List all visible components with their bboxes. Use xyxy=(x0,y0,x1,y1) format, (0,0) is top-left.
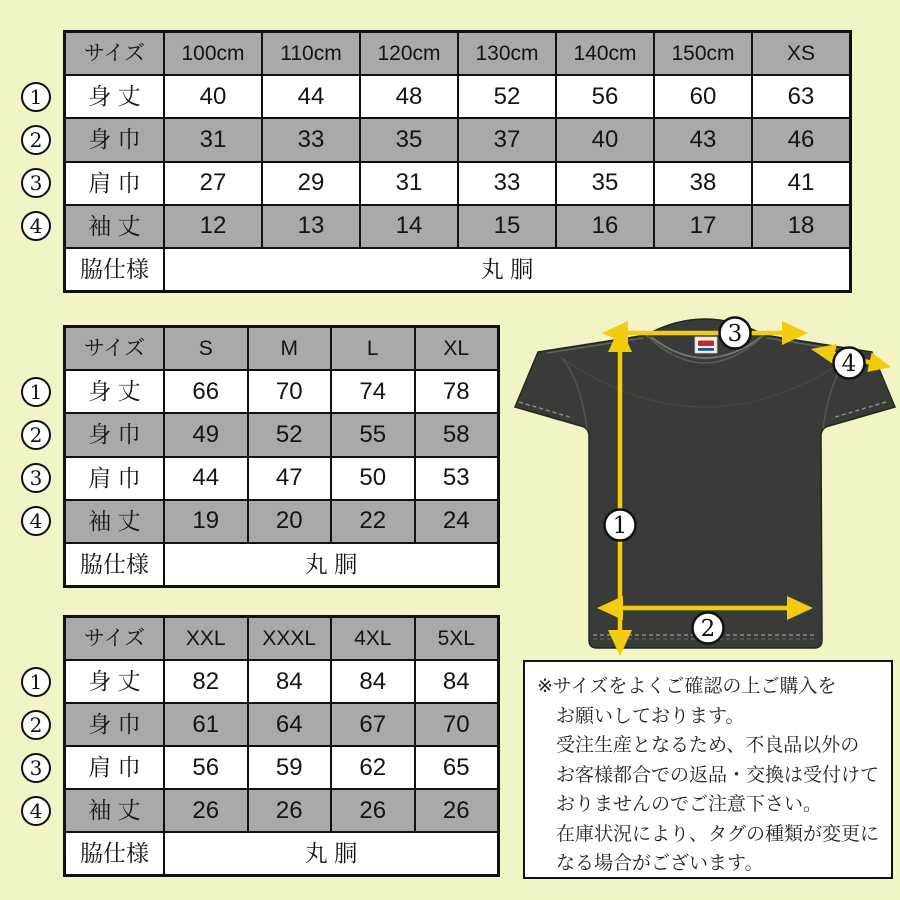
table-cell: 26 xyxy=(332,790,414,831)
svg-text:2: 2 xyxy=(700,616,716,642)
table-cell: 56 xyxy=(165,747,247,788)
table-cell: 63 xyxy=(753,76,849,117)
svg-text:4: 4 xyxy=(841,351,857,377)
table-cell: 49 xyxy=(165,414,247,455)
marker-1 xyxy=(605,510,636,541)
table-cell: サイズ xyxy=(66,328,163,369)
table-cell: 44 xyxy=(263,76,359,117)
table-cell: 84 xyxy=(416,661,498,702)
table-cell: 84 xyxy=(332,661,414,702)
table-cell: 18 xyxy=(753,206,849,247)
size-table-grid xyxy=(63,325,500,588)
circled-number: 4 xyxy=(21,506,51,536)
circled-number: 1 xyxy=(21,667,51,697)
table-cell: 29 xyxy=(263,163,359,204)
table-cell: 27 xyxy=(165,163,261,204)
table-cell: 47 xyxy=(249,458,331,499)
table-cell: 50 xyxy=(332,458,414,499)
note-line: おりませんのでご注意下さい。 xyxy=(556,794,823,815)
table-cell: 身 丈 xyxy=(66,76,163,117)
table-cell: 丸 胴 xyxy=(165,544,497,585)
circled-number: 2 xyxy=(21,125,51,155)
marker-3 xyxy=(720,318,751,349)
table-cell: 35 xyxy=(361,119,457,160)
table-cell: 65 xyxy=(416,747,498,788)
table-cell: 52 xyxy=(249,414,331,455)
table-cell: 38 xyxy=(655,163,751,204)
table-cell: 12 xyxy=(165,206,261,247)
note-line: お客様都合での返品・交換は受付けて xyxy=(556,764,880,786)
note-line: 受注生産となるため、不良品以外の xyxy=(556,735,860,756)
table-cell: 肩 巾 xyxy=(66,747,163,788)
table-cell: 120cm xyxy=(361,33,457,74)
table-cell: 61 xyxy=(165,704,247,745)
table-cell: 82 xyxy=(165,661,247,702)
table-cell: 身 巾 xyxy=(66,119,163,160)
circled-number: 4 xyxy=(21,211,51,241)
svg-text:3: 3 xyxy=(727,321,743,347)
table-cell: 身 巾 xyxy=(66,704,163,745)
size-table-plus xyxy=(29,615,500,877)
table-cell: 46 xyxy=(753,119,849,160)
table-cell: XL xyxy=(416,328,498,369)
note-line: 在庫状況により、タグの種類が変更に xyxy=(556,823,880,845)
table-cell: 41 xyxy=(753,163,849,204)
circled-number: 1 xyxy=(21,82,51,112)
circled-number: 3 xyxy=(21,168,51,198)
circled-number: 3 xyxy=(21,753,51,783)
table-cell: 62 xyxy=(332,747,414,788)
table-cell: 150cm xyxy=(655,33,751,74)
size-table-adult xyxy=(29,325,500,588)
table-cell: 140cm xyxy=(557,33,653,74)
table-cell: 78 xyxy=(416,371,498,412)
purchase-note xyxy=(523,660,893,879)
svg-text:1: 1 xyxy=(612,513,628,539)
table-cell: 60 xyxy=(655,76,751,117)
table-cell: 66 xyxy=(165,371,247,412)
table-cell: 52 xyxy=(459,76,555,117)
table-cell: 100cm xyxy=(165,33,261,74)
table-cell: 脇仕様 xyxy=(66,249,163,290)
table-cell: 24 xyxy=(416,501,498,542)
size-table-kids xyxy=(29,30,852,293)
size-table-grid xyxy=(63,615,500,877)
table-cell: 22 xyxy=(332,501,414,542)
size-table-grid xyxy=(63,30,852,293)
table-cell: 26 xyxy=(249,790,331,831)
table-cell: 37 xyxy=(459,119,555,160)
table-cell: 53 xyxy=(416,458,498,499)
table-cell: 15 xyxy=(459,206,555,247)
table-cell: 袖 丈 xyxy=(66,501,163,542)
table-cell: 67 xyxy=(332,704,414,745)
table-cell: 17 xyxy=(655,206,751,247)
table-cell: サイズ xyxy=(66,618,163,659)
table-cell: 26 xyxy=(416,790,498,831)
table-cell: 5XL xyxy=(416,618,498,659)
table-cell: 55 xyxy=(332,414,414,455)
table-cell: 84 xyxy=(249,661,331,702)
table-cell: 身 丈 xyxy=(66,371,163,412)
table-cell: 59 xyxy=(249,747,331,788)
table-cell: 脇仕様 xyxy=(66,833,163,874)
table-cell: L xyxy=(332,328,414,369)
table-cell: 13 xyxy=(263,206,359,247)
table-cell: 33 xyxy=(459,163,555,204)
marker-2 xyxy=(693,613,724,644)
table-cell: 31 xyxy=(361,163,457,204)
note-line: なる場合がございます。 xyxy=(556,853,764,874)
table-cell: 33 xyxy=(263,119,359,160)
table-cell: 身 巾 xyxy=(66,414,163,455)
table-cell: サイズ xyxy=(66,33,163,74)
table-cell: 58 xyxy=(416,414,498,455)
table-cell: 14 xyxy=(361,206,457,247)
table-cell: 56 xyxy=(557,76,653,117)
table-cell: 19 xyxy=(165,501,247,542)
circled-number: 3 xyxy=(21,463,51,493)
table-cell: 64 xyxy=(249,704,331,745)
table-cell: 74 xyxy=(332,371,414,412)
table-cell: 丸 胴 xyxy=(165,833,497,874)
table-cell: 35 xyxy=(557,163,653,204)
table-cell: 16 xyxy=(557,206,653,247)
table-cell: 袖 丈 xyxy=(66,790,163,831)
table-cell: 肩 巾 xyxy=(66,458,163,499)
table-cell: 130cm xyxy=(459,33,555,74)
table-cell: 48 xyxy=(361,76,457,117)
table-cell: 肩 巾 xyxy=(66,163,163,204)
tshirt-measurement-diagram xyxy=(505,315,900,660)
table-cell: XXL xyxy=(165,618,247,659)
circled-number: 2 xyxy=(21,420,51,450)
table-cell: 40 xyxy=(557,119,653,160)
note-line: ※サイズをよくご確認の上ご購入を xyxy=(537,676,837,697)
table-cell: 26 xyxy=(165,790,247,831)
circled-number: 1 xyxy=(21,377,51,407)
table-cell: 40 xyxy=(165,76,261,117)
table-cell: 20 xyxy=(249,501,331,542)
collar-brand-tag xyxy=(695,337,717,353)
table-cell: 110cm xyxy=(263,33,359,74)
table-cell: 丸 胴 xyxy=(165,249,849,290)
table-cell: XXXL xyxy=(249,618,331,659)
table-cell: 31 xyxy=(165,119,261,160)
table-cell: 44 xyxy=(165,458,247,499)
table-cell: 脇仕様 xyxy=(66,544,163,585)
table-cell: 70 xyxy=(249,371,331,412)
table-cell: 4XL xyxy=(332,618,414,659)
table-cell: M xyxy=(249,328,331,369)
circled-number: 4 xyxy=(21,796,51,826)
table-cell: 袖 丈 xyxy=(66,206,163,247)
table-cell: S xyxy=(165,328,247,369)
circled-number: 2 xyxy=(21,710,51,740)
table-cell: 70 xyxy=(416,704,498,745)
note-line: お願いしております。 xyxy=(556,705,745,727)
table-cell: 身 丈 xyxy=(66,661,163,702)
table-cell: 43 xyxy=(655,119,751,160)
marker-4 xyxy=(834,348,865,379)
table-cell: XS xyxy=(753,33,849,74)
